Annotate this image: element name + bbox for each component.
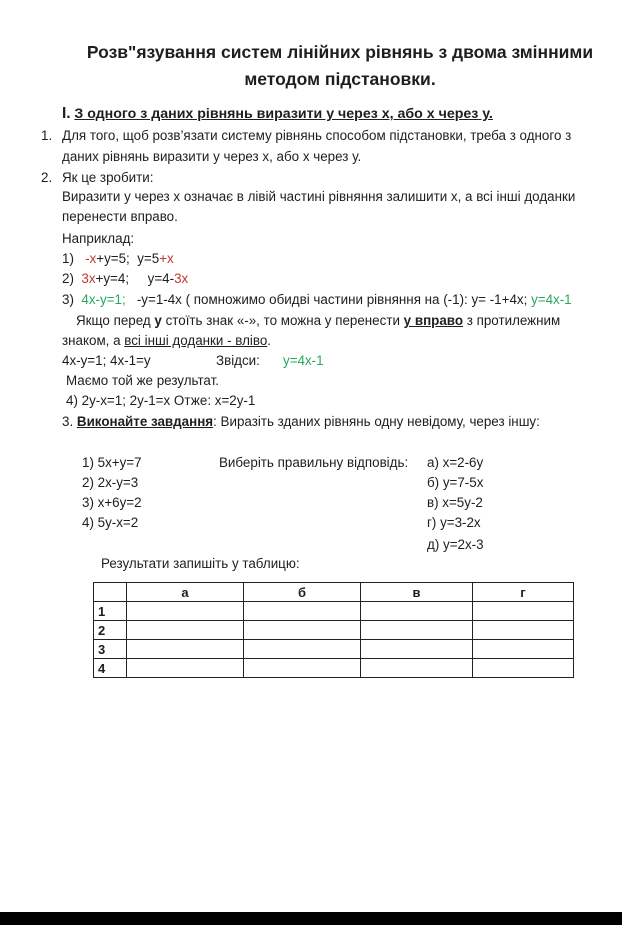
answer-c: в) х=5у-2 <box>427 495 483 510</box>
table-row-label: 4 <box>94 659 127 678</box>
table-cell[interactable] <box>244 602 361 621</box>
choose-label: Виберіть правильну відповідь: <box>219 455 409 470</box>
item-2-line-3: перенести вправо. <box>62 209 178 224</box>
table-header-c: в <box>361 583 473 602</box>
table-cell[interactable] <box>244 640 361 659</box>
example-2-part-b: +у=4; <box>95 271 130 286</box>
example-2-number: 2) <box>62 271 74 286</box>
item-2-line-2: Виразити у через х означає в лівій частині рівняння залишити х, а всі інші доданки <box>62 189 576 204</box>
note-text-2: у <box>154 313 162 328</box>
table-cell[interactable] <box>473 640 574 659</box>
section-numeral: I. <box>62 105 71 122</box>
answer-e: д) у=2х-3 <box>427 537 484 552</box>
item-1-line-2: даних рівнянь виразити у через х, або х через у. <box>62 149 362 164</box>
same-result: Маємо той же результат. <box>66 373 219 388</box>
table-cell[interactable] <box>361 640 473 659</box>
bottom-black-bar <box>0 912 622 925</box>
table-header-row <box>94 583 574 602</box>
table-row-label: 2 <box>94 621 127 640</box>
note-text-8: . <box>267 333 272 348</box>
table-cell[interactable] <box>361 621 473 640</box>
note-text-7: всі інші доданки - вліво <box>124 333 268 348</box>
item-1-number: 1. <box>41 128 53 143</box>
item-2-line-1: Як це зробити: <box>62 170 154 185</box>
note-text-6: знаком, а <box>62 333 125 348</box>
example-1-number: 1) <box>62 251 74 266</box>
example-1 <box>62 251 174 266</box>
note-line-2 <box>62 333 271 348</box>
table-row <box>94 640 574 659</box>
table-cell[interactable] <box>244 621 361 640</box>
item-2-number: 2. <box>41 170 53 185</box>
note-line-1 <box>76 313 560 328</box>
example-2-part-c: у=4- <box>147 271 175 286</box>
page-title-line-2: методом підстановки. <box>244 69 436 89</box>
example-3-part-b: -у=1-4х ( помножимо обидві частини рівняння на (-1): у= -1+4х; <box>136 292 528 307</box>
table-cell[interactable] <box>473 602 574 621</box>
table-row-label: 1 <box>94 602 127 621</box>
table-cell[interactable] <box>473 659 574 678</box>
example-3 <box>62 292 572 307</box>
example-1-part-c: у=5 <box>137 251 160 266</box>
equation-4: 4) 5у-х=2 <box>82 515 139 530</box>
example-3-part-a: 4х-у=1; <box>81 292 126 307</box>
table-cell[interactable] <box>127 602 244 621</box>
answer-a: а) х=2-6у <box>427 455 484 470</box>
equation-1: 1) 5х+у=7 <box>82 455 142 470</box>
equation-3: 3) х+6у=2 <box>82 495 142 510</box>
table-header-d: г <box>473 583 574 602</box>
answer-b: б) у=7-5х <box>427 475 484 490</box>
note-text-4: у вправо <box>403 313 464 328</box>
table-corner-cell <box>94 583 127 602</box>
example-1-part-b: +у=5; <box>96 251 130 266</box>
table-header-a: а <box>127 583 244 602</box>
example-line-b: Звідси: <box>216 353 260 368</box>
results-table <box>93 582 574 678</box>
results-label: Результати запишіть у таблицю: <box>101 556 300 571</box>
table-cell[interactable] <box>127 640 244 659</box>
example-line-c: у=4х-1 <box>283 353 324 368</box>
example-4: 4) 2у-х=1; 2у-1=х Отже: х=2у-1 <box>66 393 256 408</box>
table-cell[interactable] <box>127 659 244 678</box>
example-3-part-c: у=4х-1 <box>531 292 572 307</box>
example-2-part-d: 3х <box>174 271 189 286</box>
page-title-line-1: Розв"язування систем лінійних рівнянь з двома змінними <box>86 42 594 62</box>
task-bold: Виконайте завдання <box>76 414 214 429</box>
task-rest: : Виразіть зданих рівнянь одну невідому, через іншу: <box>213 414 540 429</box>
section-text: З одного з даних рівнянь виразити у через х, або х через у. <box>74 106 493 122</box>
table-cell[interactable] <box>361 659 473 678</box>
note-text-3: стоїть знак «-», то можна у перенести <box>161 313 404 328</box>
table-header-b: б <box>244 583 361 602</box>
table-cell[interactable] <box>244 659 361 678</box>
table-cell[interactable] <box>127 621 244 640</box>
table-cell[interactable] <box>361 602 473 621</box>
task-heading <box>62 414 540 429</box>
example-1-part-d: +х <box>159 251 174 266</box>
table-row-label: 3 <box>94 640 127 659</box>
example-2 <box>62 271 188 286</box>
task-number: 3. <box>62 414 74 429</box>
example-3-number: 3) <box>62 292 74 307</box>
equation-2: 2) 2х-у=3 <box>82 475 139 490</box>
example-2-part-a: 3х <box>81 271 96 286</box>
example-label: Наприклад: <box>62 231 135 246</box>
item-1-line-1: Для того, щоб розв’язати систему рівнянь способом підстановки, треба з одного з <box>62 128 572 143</box>
example-1-part-a: -х <box>85 251 97 266</box>
example-line-a: 4х-у=1; 4х-1=у <box>62 353 151 368</box>
note-text-5: з протилежним <box>463 313 561 328</box>
table-cell[interactable] <box>473 621 574 640</box>
table-row <box>94 602 574 621</box>
answer-d: г) у=3-2х <box>427 515 481 530</box>
note-text-1: Якщо перед <box>76 313 155 328</box>
table-row <box>94 659 574 678</box>
section-heading <box>62 105 493 123</box>
table-row <box>94 621 574 640</box>
